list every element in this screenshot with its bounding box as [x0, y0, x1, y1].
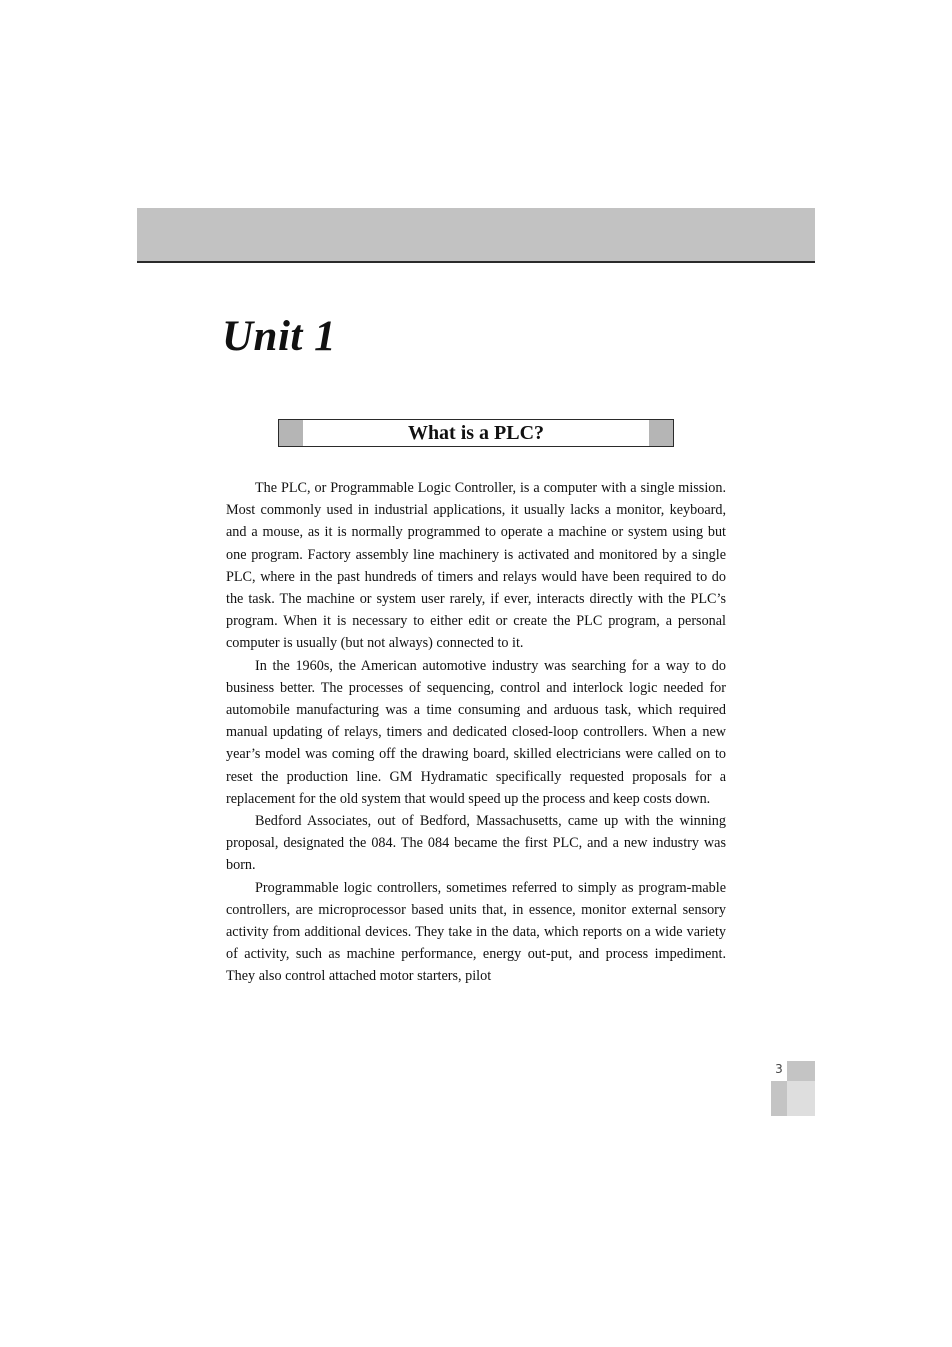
page-corner-square-left	[771, 1081, 787, 1116]
section-title-right-cap	[649, 420, 673, 446]
paragraph-2: In the 1960s, the American automotive industry was searching for a way to do business better. The processes of sequencing, control and interlock logic needed for automobile manufacturing was a time consuming and arduous task, which required manual updating of relays, timers and dedicated closed-loop controllers. When a new year’s model was coming off the drawing board, skilled electricians were called on to reset the production line. GM Hydramatic specifically requested proposals for a replacement for the old system that would speed up the process and keep costs down.	[226, 657, 726, 807]
body-text	[226, 477, 726, 988]
page-number: 3	[775, 1062, 783, 1076]
section-title-left-cap	[279, 420, 303, 446]
page-number-block	[771, 1061, 815, 1116]
paragraph-4: Programmable logic controllers, sometimes referred to simply as program-mable controllers, are microprocessor based units that, in essence, monitor external sensory activity from additional devices. They take in the data, which reports on a wide variety of activity, such as machine performance, energy out-put, and process impediment. They also control attached motor starters, pilot	[226, 879, 726, 985]
header-band	[137, 208, 815, 263]
paragraph-1: The PLC, or Programmable Logic Controller, is a computer with a single mission. Most commonly used in industrial applications, it usually lacks a monitor, keyboard, and a mouse, as it is normally programmed to operate a machine or system using but one program. Factory assembly line machinery is activated and monitored by a single PLC, where in the past hundreds of timers and relays would have been required to do the task. The machine or system user rarely, if ever, interacts directly with the PLC’s program. When it is necessary to either edit or create the PLC program, a personal computer is usually (but not always) connected to it.	[226, 480, 726, 652]
page-corner-square-right	[787, 1081, 815, 1116]
section-title-box	[278, 419, 674, 447]
section-title: What is a PLC?	[407, 422, 545, 444]
page-corner-square-top	[787, 1061, 815, 1081]
unit-title: Unit 1	[222, 313, 337, 360]
paragraph-3: Bedford Associates, out of Bedford, Massachusetts, came up with the winning proposal, designated the 084. The 084 became the first PLC, and a new industry was born.	[226, 813, 726, 874]
